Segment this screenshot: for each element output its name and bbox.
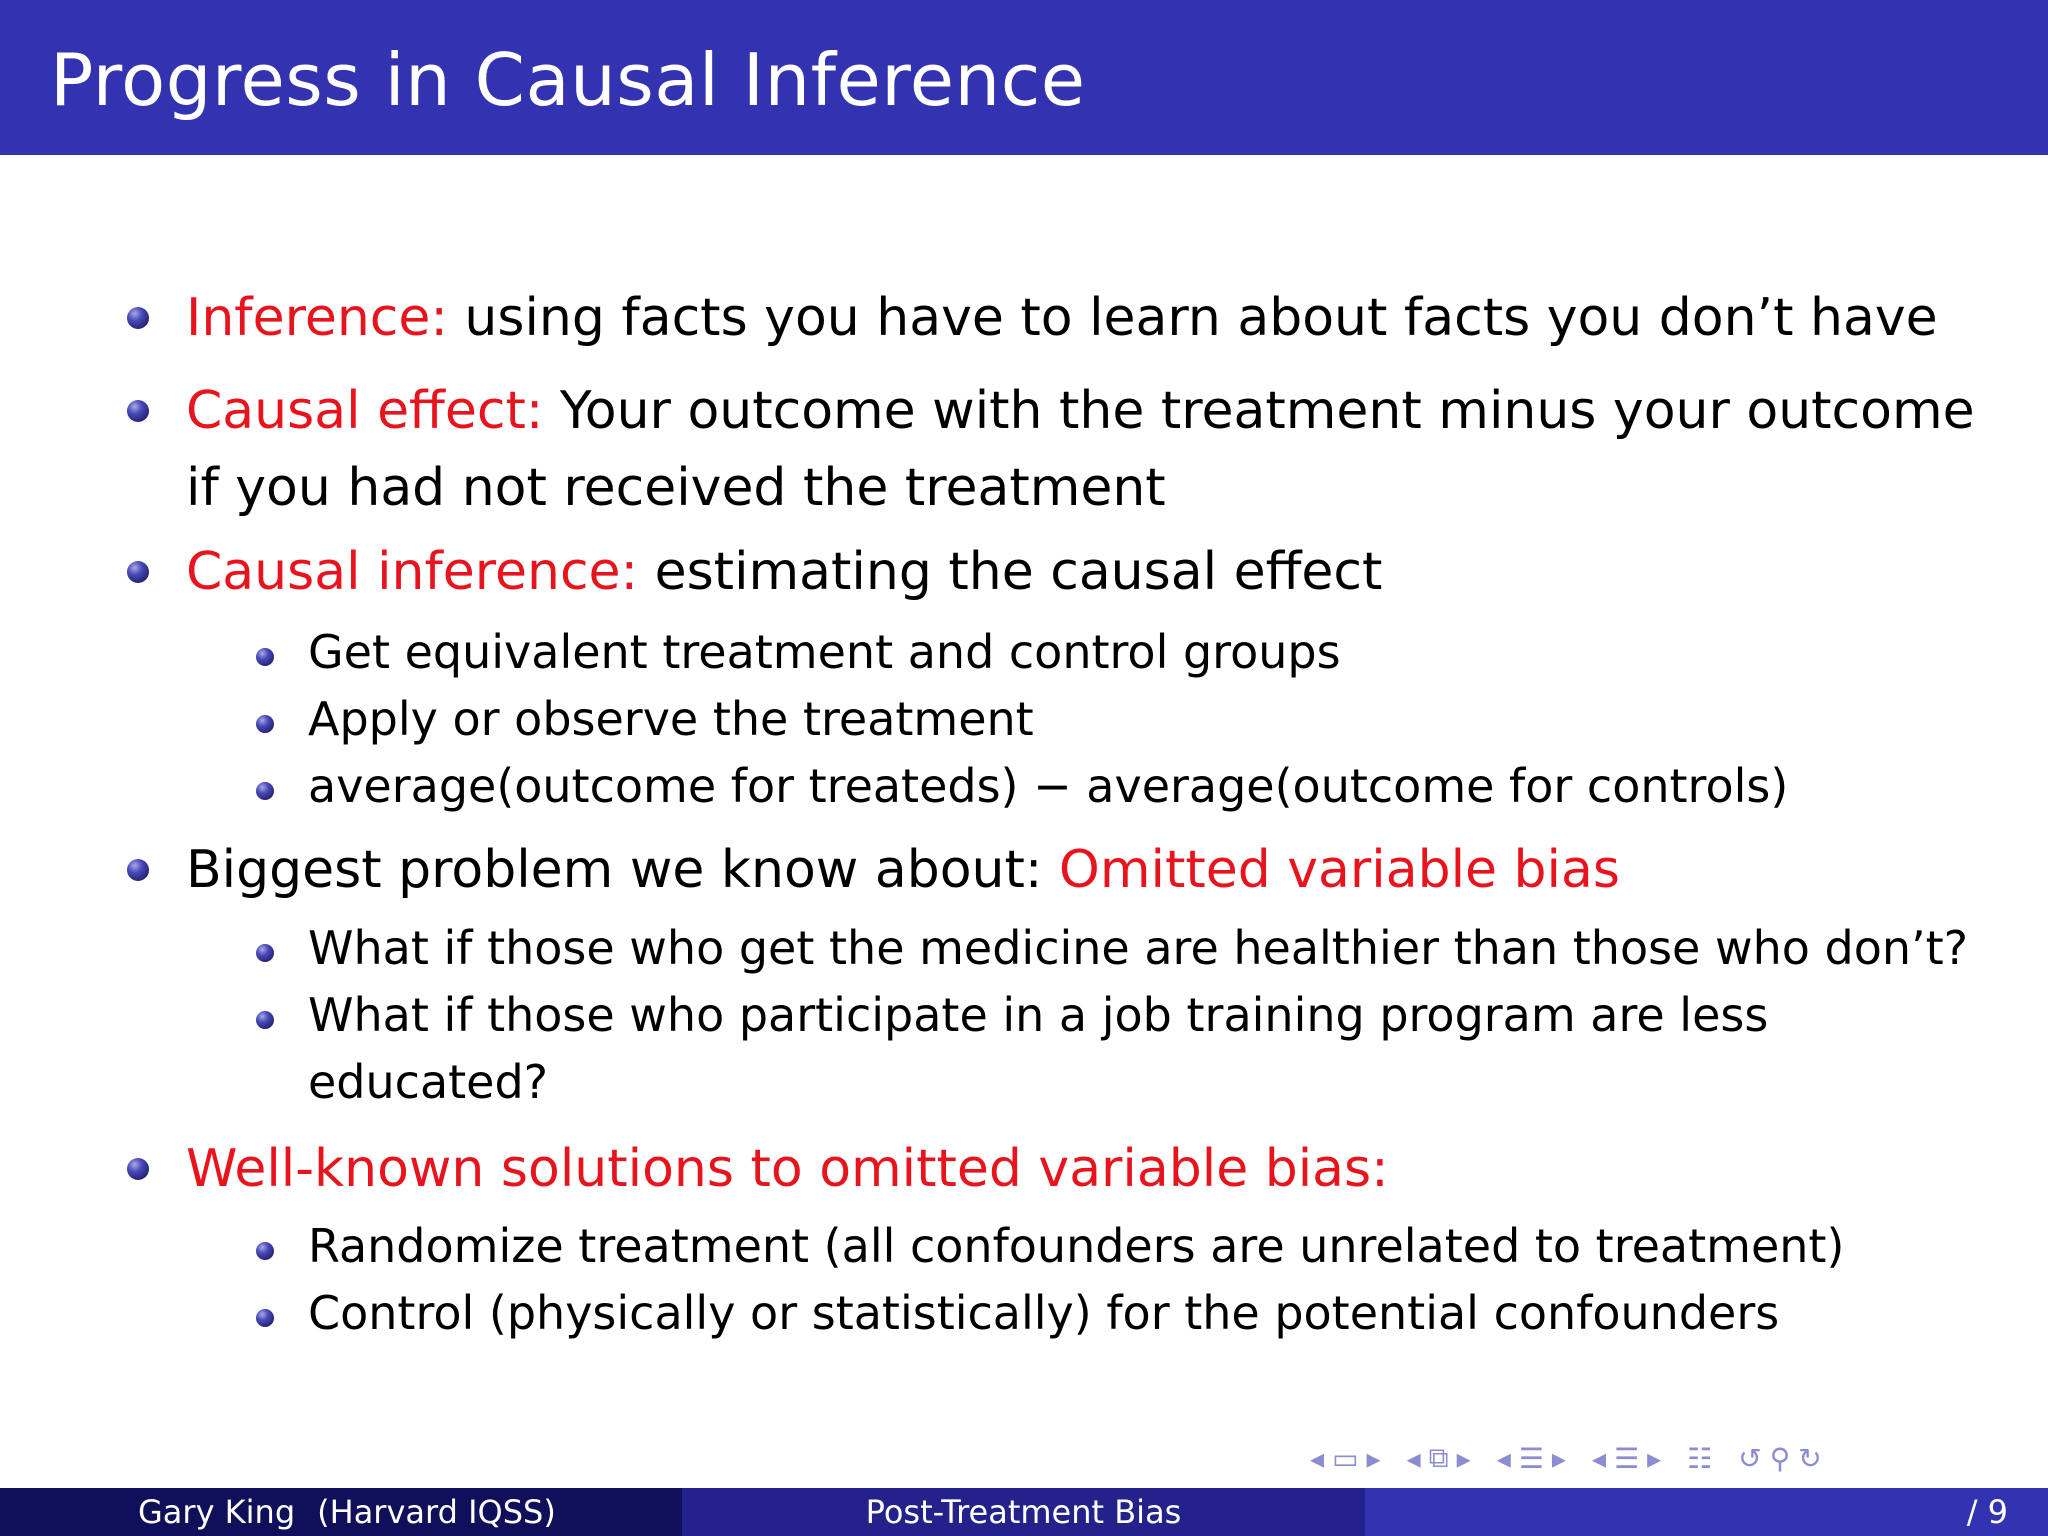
footer-author-section [0,1488,682,1536]
nav-search-group [1738,1442,1821,1475]
bullet-icon [127,400,149,422]
footer-institution: (Harvard IQSS) [317,1493,556,1531]
sub-bullet-icon [256,1011,274,1029]
sub-bullet-icon [256,1242,274,1260]
sub-bullet-icon [256,782,274,800]
arrow-right-icon[interactable]: ▸ [1366,1441,1381,1475]
footer-talk-title: Post-Treatment Bias [865,1493,1182,1531]
bullet-text: estimating the causal effect [654,542,1383,602]
section-list-icon[interactable]: ☰ [1518,1441,1544,1475]
bullet-text: Biggest problem we know about: [186,840,1043,900]
sub-bullet: Control (physically or statistically) for the potential confounders [308,1286,1780,1340]
term-causal-inference: Causal inference: [186,542,639,602]
sub-bullet-icon [256,648,274,666]
sub-bullet-icon [256,944,274,962]
term-causal-effect: Causal effect: [186,381,544,441]
bullet-icon [127,307,149,329]
footer-page-number: / 9 [1966,1493,2008,1531]
slide-title: Progress in Causal Inference [50,38,1086,122]
sub-bullet: What if those who get the medicine are healthier than those who don’t? [308,921,1969,975]
sub-bullet-icon [256,715,274,733]
frame-icon[interactable]: ▭ [1332,1441,1359,1475]
arrow-left-icon[interactable]: ◂ [1310,1441,1325,1475]
arrow-left-icon[interactable]: ◂ [1406,1441,1421,1475]
sub-bullet-icon [256,1309,274,1327]
bullet-causal-inference [186,534,1382,610]
undo-icon[interactable]: ↻ [1798,1441,1822,1475]
bullet-icon [127,859,149,881]
bullet-text: using facts you have to learn about facts you don’t have [464,288,1938,348]
bullet-biggest-problem [186,832,1620,908]
bullet-icon [127,561,149,583]
bullet-causal-effect [186,373,1975,449]
bullet-text: Your outcome with the treatment minus your outcome [559,381,1975,441]
sub-bullet: Apply or observe the treatment [308,692,1034,746]
nav-subsection-group [1407,1441,1471,1475]
nav-frame-group [1310,1442,1381,1475]
back-forward-icon[interactable]: ↺ [1738,1441,1762,1475]
sub-bullet: Get equivalent treatment and control groups [308,625,1341,679]
document-list-icon[interactable]: ☰ [1614,1441,1640,1475]
navigation-bar [1310,1438,1822,1478]
arrow-left-icon[interactable]: ◂ [1496,1441,1511,1475]
arrow-right-icon[interactable]: ▸ [1456,1441,1471,1475]
sub-bullet: What if those who participate in a job training program are less [308,988,1769,1042]
slides-stack-icon[interactable]: ⧉ [1428,1441,1449,1474]
nav-section-group [1497,1442,1566,1475]
bullet-icon [127,1158,149,1180]
sub-bullet: average(outcome for treateds) − average(outcome for controls) [308,759,1789,813]
bullet-continuation: if you had not received the treatment [186,458,1166,518]
arrow-right-icon[interactable]: ▸ [1551,1441,1566,1475]
footer-title-section [682,1488,1365,1536]
sub-bullet-continuation: educated? [308,1055,549,1109]
slide-footer [0,1488,2048,1536]
footer-page-section [1365,1488,2048,1536]
footer-author: Gary King [138,1493,296,1531]
bullet-solutions [186,1131,1389,1207]
search-icon[interactable]: ⚲ [1769,1441,1791,1475]
arrow-right-icon[interactable]: ▸ [1647,1441,1662,1475]
term-solutions: Well-known solutions to omitted variable bias: [186,1139,1389,1199]
sub-bullet: Randomize treatment (all confounders are unrelated to treatment) [308,1219,1845,1273]
term-omitted-variable-bias: Omitted variable bias [1058,840,1620,900]
bullet-inference [186,280,1938,356]
arrow-left-icon[interactable]: ◂ [1591,1441,1607,1475]
nav-document-group [1592,1442,1661,1475]
term-inference: Inference: [186,288,448,348]
appendix-list-icon[interactable]: ☷ [1687,1441,1713,1475]
